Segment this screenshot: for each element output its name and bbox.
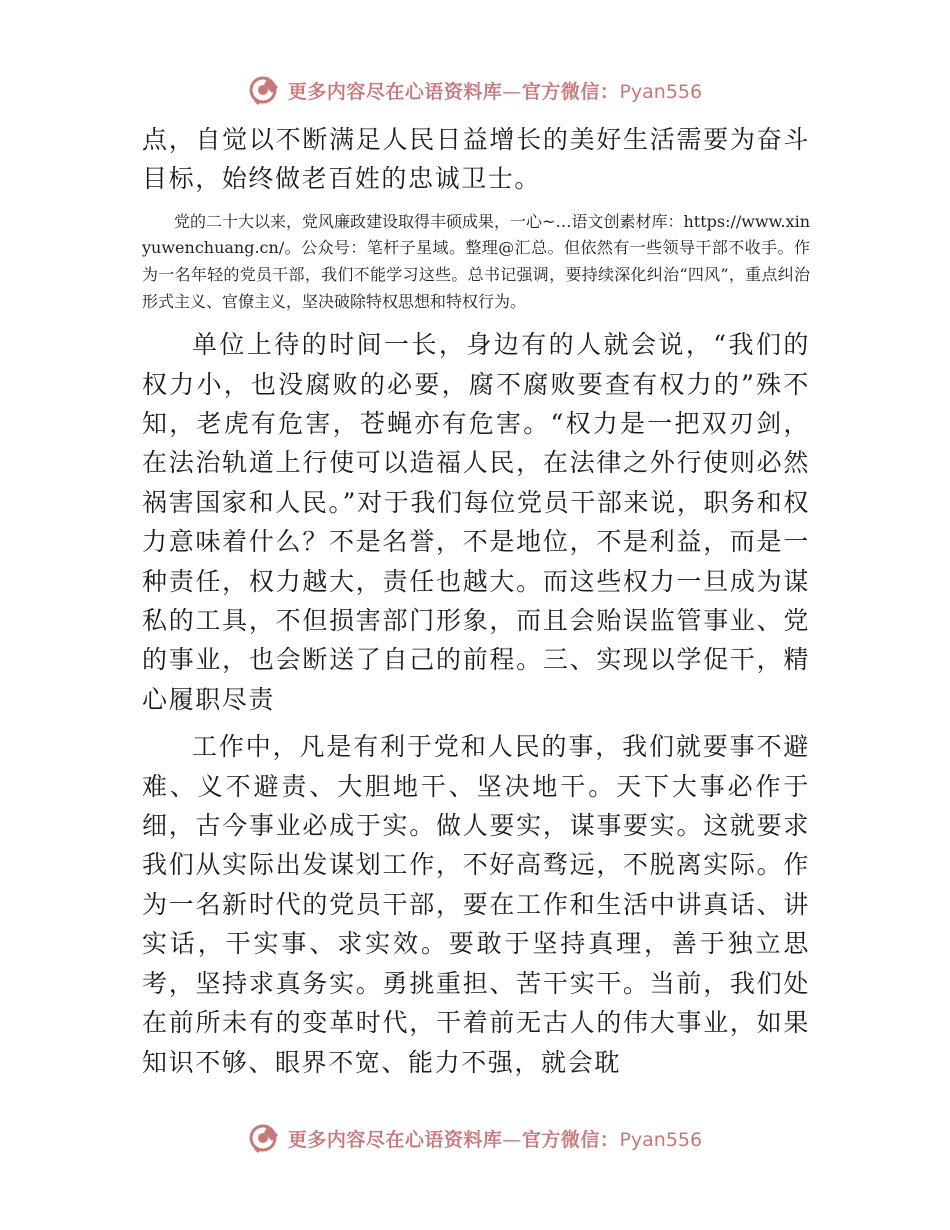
logo-icon [248,73,282,107]
footer-banner [0,1118,950,1158]
paragraph-1: 点，自觉以不断满足人民日益增长的美好生活需要为奋斗目标，始终做老百姓的忠诚卫士。 [142,125,810,194]
banner-separator: — [502,80,522,103]
paragraph-gap [142,719,810,727]
banner-separator: — [502,1128,522,1151]
banner-text [288,1125,702,1152]
paragraph-3: 工作中，凡是有利于党和人民的事，我们就要事不避难、义不避责、大胆地干、坚决地干。天下大事必作于细，古今事业必成于实。做人要实，谋事要实。这就要求我们从实际出发谋划工作，不好高骛远，不脱离实际。作为一名新时代的党员干部，要在工作和生活中讲真话、讲实话，干实事、求实效。要敢于坚持真理，善于独立思考，坚持求真务实。勇挑重担、苦干实干。当前，我们处在前所未有的变革时代，干着前无古人的伟大事业，如果知识不够、眼界不宽、能力不强，就会耽 [142,732,810,1077]
banner-label: 更多内容尽在心语资料库 [287,80,503,103]
document-body [142,120,810,1082]
banner-label-2: 官方微信： [521,80,620,103]
logo-icon [248,1121,282,1155]
banner-text [288,77,702,104]
paragraph-2: 单位上待的时间一长，身边有的人就会说，“我们的权力小，也没腐败的必要，腐不腐败要查有权力的”殊不知，老虎有危害，苍蝇亦有危害。“权力是一把双刃剑，在法治轨道上行使可以造福人民，在法律之外行使则必然祸害国家和人民。”对于我们每位党员干部来说，职务和权力意味着什么？不是名誉，不是地位，不是利益，而是一种责任，权力越大，责任也越大。而这些权力一旦成为谋私的工具，不但损害部门形象，而且会贻误监管事业、党的事业，也会断送了自己的前程。三、实现以学促干，精心履职尽责 [142,330,810,714]
header-banner [0,70,950,110]
banner-wechat-id: Pyan556 [619,80,703,103]
banner-label-2: 官方微信： [521,1128,620,1151]
note-paragraph: 党的二十大以来，党风廉政建设取得丰硕成果，一心~…语文创素材库：https://www.xinyuwenchuang.cn/。公众号：笔杆子星域。整理@汇总。但依然有一些领导干部不收手。作为一名年轻的党员干部，我们不能学习这些。总书记强调，要持续深化纠治“四风”，重点纠治形式主义、官僚主义，坚决破除特权思想和特权行为。 [142,211,810,311]
banner-label: 更多内容尽在心语资料库 [287,1128,503,1151]
banner-wechat-id: Pyan556 [619,1128,703,1151]
